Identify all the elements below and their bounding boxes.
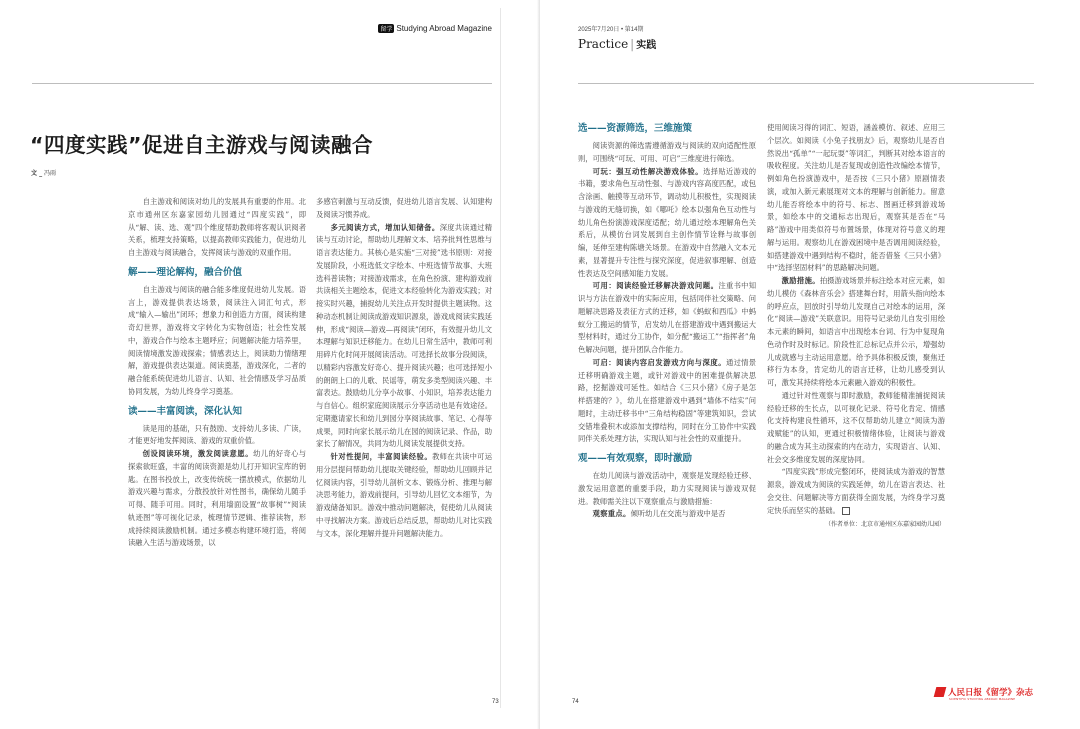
section-heading-jie: 解——理论解构，融合价值 [128, 266, 243, 278]
paragraph [128, 448, 306, 550]
section-tag-en: Practice [578, 37, 629, 51]
paragraph [316, 222, 492, 452]
keyword-lead: 创设阅读环境，激发阅读意愿。 [142, 449, 254, 458]
right-column-1 [578, 122, 756, 521]
paragraph [767, 466, 945, 517]
paragraph: 读是用的基础，只有鼓励、支持幼儿多读、广读，才能更好地发挥阅读、游戏的双重价值。 [128, 423, 306, 446]
keyword-lead: 观察重点。 [592, 509, 631, 519]
article-headline: “四度实践”促进自主游戏与阅读融合 [30, 133, 373, 157]
paragraph: 在幼儿阅读与游戏活动中，观察是发现经验迁移、激发运用意愿的重要手段，助力实现阅读与游戏双促进。教师需关注以下观察重点与激励措施： [578, 471, 756, 506]
paragraph-text: 注重书中知识与方法在游戏中的实际应用，包括同伴社交策略、问题解决思路及表征方式的迁移，如《蚂蚁和西瓜》中蚂蚁分工搬运的情节，启发幼儿在搭建游戏中遇到搬运大型材料时，通过分工协作，如分配“搬运工”“指挥者”角色解决问题，提升团队合作能力。 [578, 281, 756, 354]
keyword-lead: 可启：阅读内容启发游戏方向与深度。 [592, 357, 727, 367]
byline-author: 冯雨 [44, 170, 57, 177]
keyword-lead: 多元阅读方式，增加认知储备。 [330, 222, 440, 232]
byline-label: 文 _ [31, 170, 43, 177]
keyword-lead: 针对性提问，丰富阅读经验。 [330, 452, 433, 461]
paragraph [578, 508, 756, 521]
issue-date: 2025年7月20日 • 第14期 [578, 27, 644, 33]
right-page [540, 0, 1080, 729]
intro-paragraph: 自主游戏和阅读对幼儿的发展具有重要的作用。北京市通州区东嘉家园幼儿园通过“四度实践”，即从“解、读、选、观”四个维度帮助教师将客观认识阅者关系，梳理支持策略，以提高教师实践能力，促进幼儿自主游戏与阅读融合，发挥阅读与游戏的双重作用。 [128, 197, 306, 257]
paragraph-text: “四度实践”形成完整闭环，使阅读成为游戏的智慧源泉，游戏成为阅读的实践延伸，幼儿在语言表达、社会交往、问题解决等方面获得全面发展，为终身学习奠定快乐而坚实的基础。 [767, 467, 945, 515]
paragraph [316, 451, 492, 540]
end-mark-icon [842, 507, 850, 515]
paragraph-text: 通过情景迁移明确游戏主题，或针对游戏中的困难提供解决思路，挖掘游戏可延性。如结合《三只小猪》《房子是怎样搭建的？》，幼儿在搭建游戏中遇到“墙体不结实”问题时，主动迁移书中“三角结构稳固”等建筑知识，尝试交错堆叠积木或添加支撑结构，同时在分工协作中实践同伴关系处理方法，实现认知与社会性的双重提升。 [578, 357, 756, 444]
paragraph [767, 275, 945, 390]
keyword-lead: 可用：阅读经验迁移解决游戏问题。 [592, 281, 719, 291]
paragraph-text: 选择贴近游戏的书籍，要求角色互动性强、与游戏内容高度匹配，或包含涂画、触摸等互动环节，调动幼儿积极性，实现阅读与游戏的无缝切换，如《哪吒》绘本以强角色互动性与幼儿角色扮演游戏深度适配；幼儿通过绘本理解角色关系后，从模仿台词发展到自主创作情节诠释与故事创编，延伸至建构陈塘关场景。在游戏中自然融入文本元素，显著提升专注性与探究深度，促进叙事理解、创造性表达及空间感知能力发展。 [578, 166, 757, 278]
paragraph-text: 倾听幼儿在交流与游戏中是否 [630, 509, 726, 519]
masthead [378, 24, 492, 33]
keyword-lead: 激励措施。 [781, 276, 820, 285]
publisher-logo [935, 686, 1034, 701]
page-number: 74 [572, 699, 579, 705]
section-tag: Practice | 实践 [578, 37, 657, 51]
section-heading-du: 读——丰富阅读，深化认知 [128, 405, 243, 417]
masthead-title: Studying Abroad Magazine [396, 24, 492, 33]
right-column-2 [767, 122, 945, 532]
byline [31, 168, 56, 177]
left-column-2 [316, 196, 492, 540]
paragraph-text: 幼儿的好奇心与探索欲旺盛，丰富的阅读资源是幼儿打开知识宝库的钥匙。在图书投放上，改变传统统一摆放模式，依据幼儿游戏兴趣与需求，分散投放针对性图书，确保幼儿随手可得、随手可用。同时，利用墙面设置“故事树”“阅读轨迹图”等可视化记录，梳理情节逻辑、推荐读物，形成持续阅读激励机制。通过多模态构建环境打造，将阅读融入生活与游戏场景，以 [128, 449, 307, 548]
column-divider [500, 8, 501, 708]
paragraph-text: 教师在共读中可运用分层提问帮助幼儿提取关键经验，帮助幼儿回顾并记忆阅读内容，引导幼儿剖析文本、锻炼分析、推理与解决思考能力，游戏前提问，引导幼儿回忆文本细节，为游戏储备知识。游戏中推动问题解决，促使幼儿从阅读中寻找解决方案。游戏后总结反思，帮助幼儿对比实践与文本，深化理解并提升问题解决能力。 [316, 452, 492, 538]
header-rule [578, 83, 1034, 84]
paragraph: 阅读资源的筛选需遵循游戏与阅读的双向适配性原则，可围绕“可玩、可用、可启”三维度进行筛选。 [578, 141, 756, 163]
paragraph-text: 拍摄游戏场景并标注绘本对应元素，如幼儿模仿《森林音乐会》搭建舞台时，用箭头指向绘本的呼应点，回放时引导幼儿发现自己对绘本的运用，深化“阅读—游戏”关联意识。用符号记录幼儿自发引用绘本元素的瞬间，如语言中出现绘本台词、行为中复现角色动作时及时标记。阶段性汇总标记点并公示，增强幼儿成就感与主动运用意愿。给予具体积极反馈，聚焦迁移行为本身，肯定幼儿的语言迁移，让幼儿感受到认可，激发其持续将绘本元素融入游戏的积极性。 [767, 276, 945, 387]
paragraph-text: 深度共读通过精读与互动讨论，帮助幼儿理解文本、培养批判性思维与语言表达能力。其核心是实施“三对接”选书原则：对接发展阶段，小班选低文字绘本、中班选情节故事、大班选科普读物；对接游戏需求，在角色扮演、建构游戏前共读相关主题绘本，促进文本经验转化为游戏实践；对接实时兴趣，捕捉幼儿关注点开发时提供主题读物。这种动态机制让阅读成游戏知识源泉，游戏成阅读实践延伸，形成“阅读—游戏—再阅读”闭环，有效提升幼儿文本理解与知识迁移能力。在幼儿日常生活中，教师可利用碎片化时间开展阅读活动。可选择长故事分段阅读，以精彩内容激发好奇心、提升阅读兴趣；也可选择短小的朗朗上口的儿歌、民谣等，萌发多类型阅读兴趣、丰富表达。鼓励幼儿分享小故事、小知识，培养表达能力与自信心。组织家庭阅读展示分享活动也是有效途径。定期邀请家长和幼儿到园分享阅读故事、笔记、心得等成果，同时向家长展示幼儿在园的阅读记录、作品，助家长了解情况，共同为幼儿阅读发展提供支持。 [316, 222, 493, 449]
section-tag-zh: 实践 [636, 40, 657, 51]
brand-mark-icon [934, 687, 947, 697]
paragraph: 使用阅读习得的词汇、短语，涵盖模仿、叙述、应用三个层次。如阅读《小兔子找朋友》后，观察幼儿是否自然说出“孤单”“一起玩耍”等词汇，判断其对绘本语言的吸收程度。关注幼儿是否复现或创造性改编绘本情节，例如角色扮演游戏中，是否按《三只小猪》原剧情表演，或加入新元素展现对文本的理解与创新能力。留意幼儿能否将绘本中的符号、标志、图画迁移到游戏场景，如绘本中的交通标志出现后，观察其是否在“马路”游戏中用类似符号布置场景，体现对符号意义的理解与运用。观察幼儿在游戏困境中是否调用阅读经验，如搭建游戏中遇到结构不稳时，能否借鉴《三只小猪》中“选择坚固材料”的思路解决问题。 [767, 123, 945, 273]
section-heading-xuan: 选——资源筛选，三维施策 [578, 123, 693, 134]
publisher-logo-subtext: SCIENTIFIC STUDYING ABROAD MAGAZINE [949, 697, 1016, 701]
paragraph [578, 280, 756, 357]
paragraph [578, 166, 756, 281]
publisher-logo-text: 人民日报《留学》杂志 [948, 688, 1034, 698]
keyword-lead: 可玩：强互动性解决游戏体验。 [592, 166, 704, 176]
paragraph: 自主游戏与阅读的融合能多维度促进幼儿发展。语言上，游戏提供表达场景，阅读注入词汇句式，形成“输入—输出”闭环；想象力和创造力方面，阅读构建奇幻世界，游戏将文字转化为实物创造；社会性发展中，游戏合作与绘本主题呼应；问题解决能力培养里，阅读情境激发游戏探索；情感表达上，阅读助力情绪理解，游戏提供表达渠道。阅读奠基，游戏深化，二者的融合能系统促进幼儿语言、认知、社会情感及学习品质协同发展，为幼儿终身学习奠基。 [128, 284, 306, 396]
magazine-logo: 留学 [378, 24, 394, 33]
paragraph: 多感官刺激与互动反馈，促进幼儿语言发展、认知建构及阅读习惯养成。 [316, 197, 492, 219]
paragraph: 通过针对性观察与即时激励，教师能精准捕捉阅读经验迁移的生长点，以可视化记录、符号化肯定、情感化支持构建良性循环，这不仅帮助幼儿建立“阅读为游戏赋能”的认知，更通过积极情绪体验，让阅读与游戏的融合成为其主动探索的内在动力，实现语言、认知、社会交多维度发展的深度协同。 [767, 390, 945, 464]
header-rule [32, 83, 492, 84]
left-column-1 [128, 196, 306, 550]
section-heading-guan: 观——有效观察，即时激励 [578, 453, 693, 464]
author-affiliation: （作者单位：北京市通州区东嘉家园幼儿园） [824, 521, 945, 529]
paragraph [578, 357, 756, 446]
page-number: 73 [492, 699, 499, 705]
